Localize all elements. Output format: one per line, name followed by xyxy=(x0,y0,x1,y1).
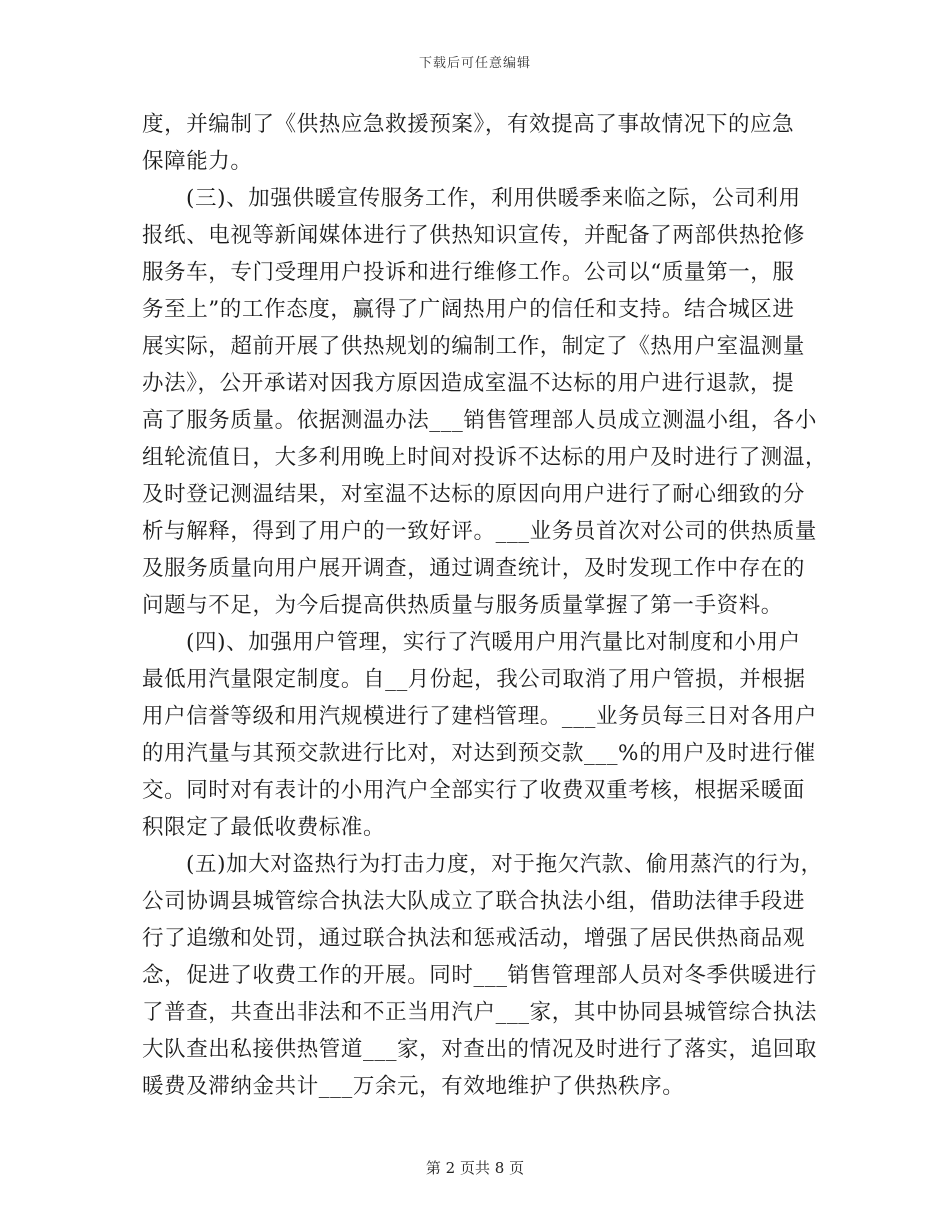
text-line: 报纸、电视等新闻媒体进行了供热知识宣传，并配备了两部供热抢修 xyxy=(142,223,806,248)
text-line: 度，并编制了《供热应急救援预案》，有效提高了事故情况下的应急 xyxy=(142,112,795,137)
text-line: 了普查，共查出非法和不正当用汽户___家，其中协同县城管综合执法 xyxy=(142,1000,817,1025)
text-line: 办法》，公开承诺对因我方原因造成室温不达标的用户进行退款，提 xyxy=(142,371,795,396)
text-line: 高了服务质量。依据测温办法___销售管理部人员成立测温小组，各小 xyxy=(142,408,817,433)
text-line: 问题与不足，为今后提高供热质量与服务质量掌握了第一手资料。 xyxy=(142,593,783,618)
text-line: 的用汽量与其预交款进行比对，对达到预交款___%的用户及时进行催 xyxy=(142,741,816,766)
text-line: 保障能力。 xyxy=(142,149,253,174)
text-line: 交。同时对有表计的小用汽户全部实行了收费双重考核，根据采暖面 xyxy=(142,778,806,803)
text-line: 及服务质量向用户展开调查，通过调查统计，及时发现工作中存在的 xyxy=(142,556,806,581)
text-line: 组轮流值日，大多利用晚上时间对投诉不达标的用户及时进行了测温， xyxy=(142,445,828,470)
text-line: 积限定了最低收费标准。 xyxy=(142,815,386,840)
paragraph-start-line: (五)加大对盗热行为打击力度，对于拖欠汽款、偷用蒸汽的行为， xyxy=(186,852,823,877)
text-line: 服务车，专门受理用户投诉和进行维修工作。公司以“质量第一，服 xyxy=(142,260,795,285)
text-line: 析与解释，得到了用户的一致好评。___业务员首次对公司的供热质量 xyxy=(142,519,817,544)
text-line: 念，促进了收费工作的开展。同时___销售管理部人员对冬季供暖进行 xyxy=(142,963,817,988)
paragraph-start-line: (四)、加强用户管理，实行了汽暖用户用汽量比对制度和小用户 xyxy=(186,630,801,655)
text-line: 最低用汽量限定制度。自__月份起，我公司取消了用户管损，并根据 xyxy=(142,667,806,692)
text-line: 公司协调县城管综合执法大队成立了联合执法小组，借助法律手段进 xyxy=(142,889,806,914)
text-line: 务至上”的工作态度，赢得了广阔热用户的信任和支持。结合城区进 xyxy=(142,297,795,322)
text-line: 展实际，超前开展了供热规划的编制工作，制定了《热用户室温测量 xyxy=(142,334,806,359)
page-header: 下载后可任意编辑 xyxy=(418,56,531,71)
paragraph-start-line: (三)、加强供暖宣传服务工作，利用供暖季来临之际，公司利用 xyxy=(186,186,801,211)
text-line: 用户信誉等级和用汽规模进行了建档管理。___业务员每三日对各用户 xyxy=(142,704,817,729)
text-line: 暖费及滞纳金共计___万余元，有效地维护了供热秩序。 xyxy=(142,1074,685,1099)
text-line: 大队查出私接供热管道___家，对查出的情况及时进行了落实，追回取 xyxy=(142,1037,817,1062)
page-footer: 第 2 页共 8 页 xyxy=(425,1159,525,1177)
document-body xyxy=(142,106,828,1105)
text-line: 及时登记测温结果，对室温不达标的原因向用户进行了耐心细致的分 xyxy=(142,482,806,507)
text-line: 行了追缴和处罚，通过联合执法和惩戒活动，增强了居民供热商品观 xyxy=(142,926,806,951)
